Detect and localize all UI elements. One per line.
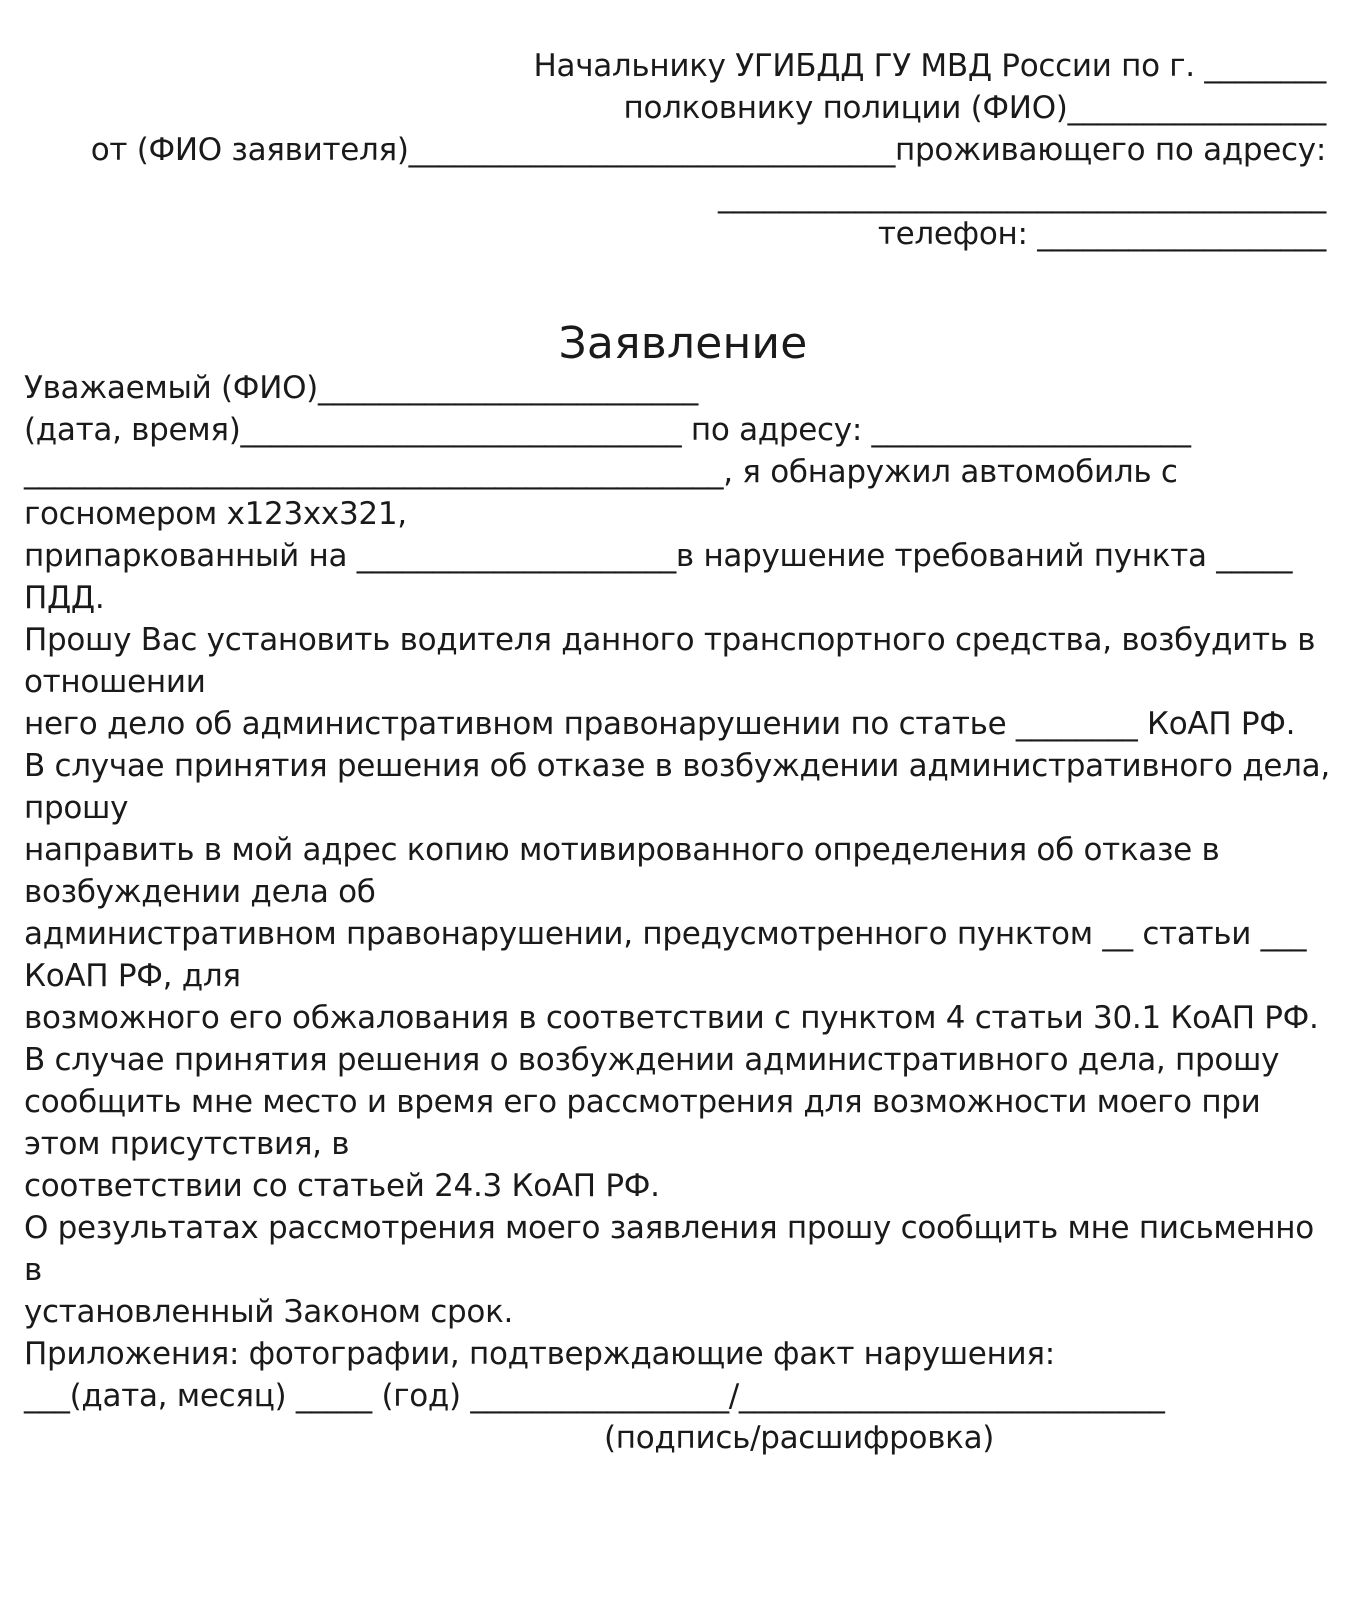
- body-line: возбуждении дела об: [24, 874, 376, 910]
- document-title: Заявление: [558, 318, 808, 369]
- body-line: Прошу Вас установить водителя данного транспортного средства, возбудить в: [24, 622, 1316, 658]
- body-line: направить в мой адрес копию мотивированного определения об отказе в: [24, 832, 1220, 868]
- body-line: возможного его обжалования в соответствии с пунктом 4 статьи 30.1 КоАП РФ.: [24, 1000, 1319, 1036]
- body-line: него дело об административном правонарушении по статье ________ КоАП РФ.: [24, 706, 1296, 742]
- body-line: сообщить мне место и время его рассмотрения для возможности моего при: [24, 1084, 1261, 1120]
- body-line: административном правонарушении, предусмотренного пунктом __ статьи ___: [24, 916, 1307, 952]
- signature-caption: (подпись/расшифровка): [604, 1420, 995, 1456]
- body-line: В случае принятия решения об отказе в возбуждении административного дела,: [24, 748, 1330, 784]
- body-line: Уважаемый (ФИО)_________________________: [24, 370, 698, 406]
- header-recipient-rank-line: полковнику полиции (ФИО)_________________: [623, 90, 1326, 126]
- body-line: (дата, время)_____________________________ по адресу: _____________________: [24, 412, 1191, 448]
- body-line: прошу: [24, 790, 129, 826]
- body-line: соответствии со статьей 24.3 КоАП РФ.: [24, 1168, 660, 1204]
- body-line: отношении: [24, 664, 206, 700]
- body-line: госномером х123хх321,: [24, 496, 407, 532]
- header-phone-line: телефон: ___________________: [877, 216, 1326, 252]
- date-signature-line: ___(дата, месяц) _____ (год) _________________/____________________________: [24, 1378, 1165, 1414]
- body-line: установленный Законом срок.: [24, 1294, 514, 1330]
- body-line: ______________________________________________, я обнаружил автомобиль с: [24, 454, 1178, 490]
- body-line: КоАП РФ, для: [24, 958, 241, 994]
- header-recipient-line: Начальнику УГИБДД ГУ МВД России по г. ________: [533, 48, 1326, 84]
- header-applicant-line: от (ФИО заявителя)________________________________проживающего по адресу:: [90, 132, 1326, 168]
- attachments-line: Приложения: фотографии, подтверждающие факт нарушения:: [24, 1336, 1055, 1372]
- body-line: В случае принятия решения о возбуждении административного дела, прошу: [24, 1042, 1280, 1078]
- header-address-blank: ________________________________________: [717, 178, 1326, 214]
- body-line: припаркованный на _____________________в нарушение требований пункта _____: [24, 538, 1293, 574]
- body-line: О результатах рассмотрения моего заявления прошу сообщить мне письменно: [24, 1210, 1314, 1246]
- body-line: этом присутствия, в: [24, 1126, 350, 1162]
- body-line: в: [24, 1252, 42, 1288]
- body-line: ПДД.: [24, 580, 105, 616]
